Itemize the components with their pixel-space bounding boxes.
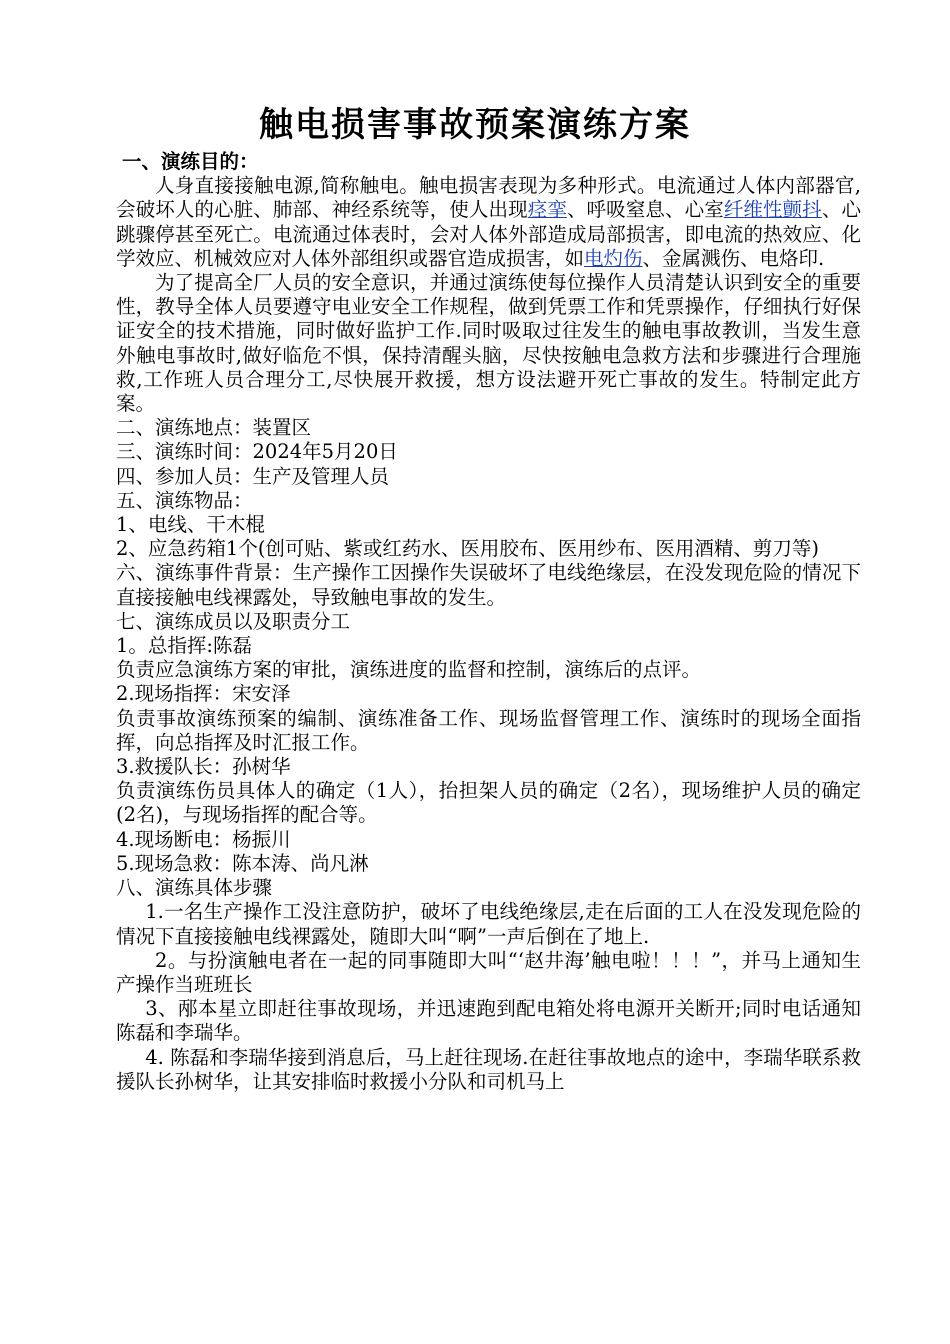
section-heading-purpose: 一、演练目的：	[122, 150, 259, 173]
role-power-off: 4.现场断电：杨振川	[116, 827, 291, 851]
step-2: 2。与扮演触电者在一起的同事随即大叫“‘赵井海’触电啦！！！”，并马上通知生产操作当班班长	[116, 948, 861, 996]
section-background: 六、演练事件背景：生产操作工因操作失误破坏了电线绝缘层，在没发现危险的情况下直接接触电线裸露处，导致触电事故的发生。	[116, 561, 861, 609]
step-1: 1.一名生产操作工没注意防护，破坏了电线绝缘层,走在后面的工人在没发现危险的情况下直接接触电线裸露处，随即大叫“啊”一声后倒在了地上.	[116, 900, 861, 948]
role-commander-desc: 负责应急演练方案的审批，演练进度的监督和控制，演练后的点评。	[116, 658, 702, 682]
role-site-commander: 2.现场指挥：宋安泽	[116, 682, 291, 706]
role-first-aid: 5.现场急救：陈本涛、尚凡淋	[116, 851, 369, 875]
step-4: 4. 陈磊和李瑞华接到消息后，马上赶往现场.在赶往事故地点的途中，李瑞华联系救援队长孙树华，让其安排临时救援小分队和司机马上	[116, 1045, 861, 1093]
materials-item-2: 2、应急药箱1个(创可贴、紫或红药水、医用胶布、医用纱布、医用酒精、剪刀等)	[116, 537, 820, 561]
text-run: 、心跳骤停甚至死亡。电流通过体表时，会对人体外部造成局部损害，即电流的热效应、化学效应、机械效应对人体外部组织或器官造成损害，如	[116, 198, 861, 270]
role-site-commander-desc: 负责事故演练预案的编制、演练准备工作、现场监督管理工作、演练时的现场全面指挥，向总指挥及时汇报工作。	[116, 706, 861, 754]
section-participants: 四、参加人员：生产及管理人员	[116, 464, 390, 488]
role-rescue-leader-desc: 负责演练伤员具体人的确定（1人），抬担架人员的确定（2名），现场维护人员的确定(2名)，与现场指挥的配合等。	[116, 779, 861, 827]
link-fibrillation[interactable]: 纤维性颤抖	[723, 198, 822, 222]
document-title: 触电损害事故预案演练方案	[259, 105, 691, 145]
section-heading-steps: 八、演练具体步骤	[116, 876, 273, 900]
section-heading-materials: 五、演练物品：	[116, 488, 253, 512]
text-run: 人身直接接触电源,简称触电。触电损害表现为多种形式。电流通过人体内部器官,会破坏人的心脏、肺部、神经系统等，使人出现	[116, 174, 861, 222]
paragraph-purpose-2: 为了提高全厂人员的安全意识，并通过演练使每位操作人员清楚认识到安全的重要性，教导全体人员要遵守电业安全工作规程，做到凭票工作和凭票操作，仔细执行好保证安全的技术措施，同时做好监护工作.同时吸取过往发生的触电事故教训，当发生意外触电事故时,做好临危不惧，保持清醒头脑，尽快按触电急救方法和步骤进行合理施救,工作班人员合理分工,尽快展开救援，想方设法避开死亡事故的发生。特制定此方案。	[116, 271, 861, 416]
section-time: 三、演练时间：2024年5月20日	[116, 440, 398, 464]
text-run: 、金属溅伤、电烙印.	[642, 246, 825, 270]
section-location: 二、演练地点：装置区	[116, 416, 312, 440]
role-rescue-leader: 3.救援队长：孙树华	[116, 755, 291, 779]
text-run: 、呼吸窒息、心室	[566, 198, 724, 222]
document-body	[116, 150, 861, 1094]
step-3: 3、邴本星立即赶往事故现场，并迅速跑到配电箱处将电源开关断开;同时电话通知陈磊和李瑞华。	[116, 997, 861, 1045]
role-commander: 1。总指挥:陈磊	[116, 634, 252, 658]
link-spasm[interactable]: 痉挛	[527, 198, 567, 222]
section-heading-roles: 七、演练成员以及职责分工	[116, 609, 351, 633]
paragraph-purpose-1	[116, 174, 861, 271]
link-electric-burn[interactable]: 电灼伤	[584, 246, 643, 270]
materials-item-1: 1、电线、干木棍	[116, 513, 265, 537]
